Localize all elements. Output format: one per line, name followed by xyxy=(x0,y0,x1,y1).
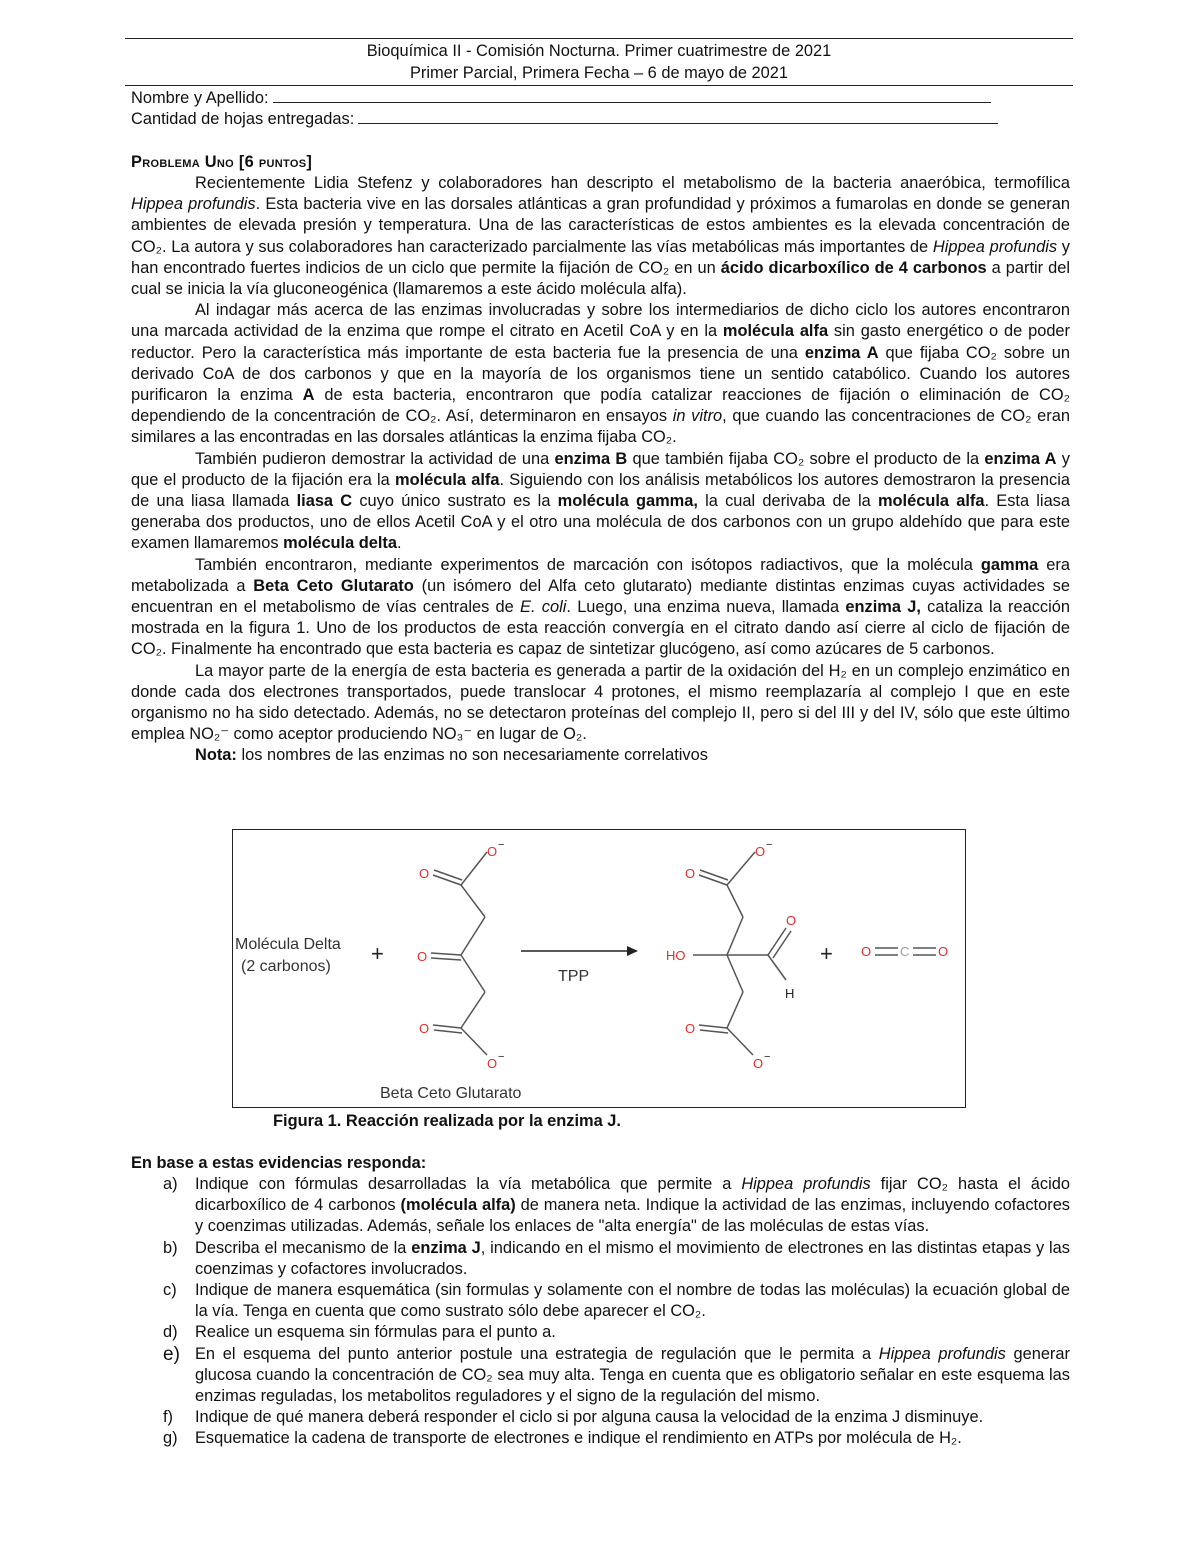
paragraph-5: La mayor parte de la energía de esta bacteria es generada a partir de la oxidación del H₂ en un complejo enzimático en donde cada dos electrones transportados, puede translocar 4 protones, el mismo reemplazaría al complejo I que en este organismo no ha sido detectado. Además, no se detectaron proteínas del complejo II, pero si del III y del IV, sólo que este último emplea NO₂⁻ como aceptor produciendo NO₃⁻ en lugar de O₂. xyxy=(131,661,1070,744)
questions-list xyxy=(131,1174,1070,1450)
figure-1 xyxy=(232,829,966,1108)
svg-text:H: H xyxy=(785,986,795,1001)
svg-text:O: O xyxy=(487,844,498,859)
question-d: d) Realice un esquema sin fórmulas para el punto a. xyxy=(163,1323,556,1342)
header-rule xyxy=(125,85,1073,86)
catalyst-label: TPP xyxy=(558,968,590,985)
paragraph-4: También encontraron, mediante experimentos de marcación con isótopos radiactivos, que la molécula gamma era metabolizada a Beta Ceto Glutarato (un isómero del Alfa ceto glutarato) mediante distintas enzimas cuyas actividades se encuentran en el metabolismo de vías centrales de E. coli. Luego, una enzima nueva, llamada enzima J, cataliza la reacción mostrada en la figura 1. Uno de los productos de esta reacción convergía en el citrato dando así cierre al ciclo de fijación de CO₂. Finalmente ha encontrado que esta bacteria es capaz de sintetizar glucógeno, así como azúcares de 5 carbonos. xyxy=(131,555,1071,659)
svg-text:O: O xyxy=(786,913,797,928)
svg-text:O: O xyxy=(419,866,430,881)
reactant-label-1: Molécula Delta xyxy=(235,936,341,953)
svg-text:−: − xyxy=(498,839,505,851)
svg-text:−: − xyxy=(498,1051,505,1063)
co2-atoms xyxy=(861,944,948,959)
question-g: g) Esquematice la cadena de transporte de electrones e indique el rendimiento en ATPs por molécula de H₂. xyxy=(163,1429,962,1448)
svg-text:O: O xyxy=(417,949,428,964)
question-b: b) Describa el mecanismo de la enzima J, indicando en el mismo el movimiento de electrones en las distintas etapas y las coenzimas y cofactores involucrados. xyxy=(163,1238,1070,1278)
paragraph-2: Al indagar más acerca de las enzimas involucradas y sobre los intermediarios de dicho ciclo los autores encontraron una marcada actividad de la enzima que rompe el citrato en Acetil CoA y en la molécula alfa sin gasto energético o de poder reductor. Pero la característica más importante de esta bacteria fue la presencia de una enzima A que fijaba CO₂ sobre un derivado CoA de dos carbonos y que en la mayoría de los organismos tiene un sentido catabólico. Cuando los autores purificaron la enzima A de esta bacteria, encontraron que podía catalizar reacciones de fijación o eliminación de CO₂ dependiendo de la concentración de CO₂. Así, determinaron en ensayos in vitro, que cuando las concentraciones de CO₂ eran similares a las encontradas en las dorsales atlánticas la enzima fijaba CO₂. xyxy=(131,301,1071,447)
sheets-field xyxy=(131,109,998,130)
arrow-head-icon xyxy=(627,946,638,956)
svg-text:O: O xyxy=(685,866,696,881)
svg-text:−: − xyxy=(764,1051,771,1063)
top-rule xyxy=(125,38,1073,39)
problem-title: Problema Uno [6 puntos] xyxy=(131,153,313,171)
header-course: Bioquímica II - Comisión Nocturna. Primer cuatrimestre de 2021 xyxy=(366,42,832,60)
sheets-blank xyxy=(358,109,998,124)
svg-text:−: − xyxy=(766,839,773,851)
problem-body xyxy=(131,173,1070,767)
questions-heading: En base a estas evidencias responda: xyxy=(131,1154,427,1172)
question-c: c) Indique de manera esquemática (sin formulas y solamente con el nombre de todas las moléculas) la ecuación global de la vía. Tenga en cuenta que como sustrato sólo debe aparecer el CO₂. xyxy=(163,1281,1070,1321)
name-label: Nombre y Apellido: xyxy=(131,89,269,107)
paragraph-3: También pudieron demostrar la actividad de una enzima B que también fijaba CO₂ sobre el producto de la enzima A y que el producto de la fijación era la molécula alfa. Siguiendo con los análisis metabólicos los autores demostraron la presencia de una liasa llamada liasa C cuyo único sustrato es la molécula gamma, la cual derivaba de la molécula alfa. Esta liasa generaba dos productos, uno de ellos Acetil CoA y el otro una molécula de dos carbonos con un grupo aldehído que para este examen llamaremos molécula delta. xyxy=(131,449,1071,553)
svg-text:HO: HO xyxy=(666,948,686,963)
note: Nota: los nombres de las enzimas no son necesariamente correlativos xyxy=(195,746,708,765)
svg-text:O: O xyxy=(419,1021,430,1036)
question-f: f) Indique de qué manera deberá responder el ciclo si por alguna causa la velocidad de la enzima J disminuye. xyxy=(163,1408,984,1427)
substrate-name: Beta Ceto Glutarato xyxy=(380,1085,522,1102)
question-e: e) En el esquema del punto anterior postule una estrategia de regulación que le permita a Hippea profundis generar glucosa cuando la concentración de CO₂ sea muy alta. Tenga en cuenta que es obligatorio señalar en este esquema las enzimas reguladas, los metabolitos reguladores y el signo de la regulación del mismo. xyxy=(163,1343,1070,1406)
plus-sign-1: + xyxy=(371,941,384,966)
svg-text:O: O xyxy=(487,1056,498,1071)
sheets-label: Cantidad de hojas entregadas: xyxy=(131,110,355,128)
svg-text:O: O xyxy=(685,1021,696,1036)
name-field xyxy=(131,88,991,109)
header-exam: Primer Parcial, Primera Fecha – 6 de mayo de 2021 xyxy=(409,64,789,82)
paragraph-1: Recientemente Lidia Stefenz y colaboradores han descripto el metabolismo de la bacteria anaeróbica, termofílica Hippea profundis. Esta bacteria vive en las dorsales atlánticas a gran profundidad y próximos a fumarolas en donde se generan ambientes de elevada presión y temperatura. Una de las características de estos ambientes es la elevada concentración de CO₂. La autora y sus colaboradores han caracterizado parcialmente las vías metabólicas más importantes de Hippea profundis y han encontrado fuertes indicios de un ciclo que permite la fijación de CO₂ en un ácido dicarboxílico de 4 carbonos a partir del cual se inicia la vía gluconeogénica (llamaremos a este ácido molécula alfa). xyxy=(131,174,1070,299)
svg-text:O: O xyxy=(753,1056,764,1071)
name-blank xyxy=(273,88,991,103)
svg-text:O: O xyxy=(861,944,872,959)
svg-text:O: O xyxy=(755,844,766,859)
svg-text:C: C xyxy=(900,944,910,959)
plus-sign-2: + xyxy=(820,941,833,966)
svg-text:O: O xyxy=(938,944,949,959)
figure-caption: Figura 1. Reacción realizada por la enzima J. xyxy=(273,1112,621,1130)
reaction-diagram xyxy=(233,830,965,1107)
question-a: a) Indique con fórmulas desarrolladas la vía metabólica que permite a Hippea profundis fijar CO₂ hasta el ácido dicarboxílico de 4 carbonos (molécula alfa) de manera neta. Indique la actividad de las enzimas, incluyendo cofactores y coenzimas utilizadas. Además, señale los enlaces de "alta energía" de las moléculas de estas vías. xyxy=(163,1175,1070,1236)
reactant-label-2: (2 carbonos) xyxy=(241,958,331,975)
